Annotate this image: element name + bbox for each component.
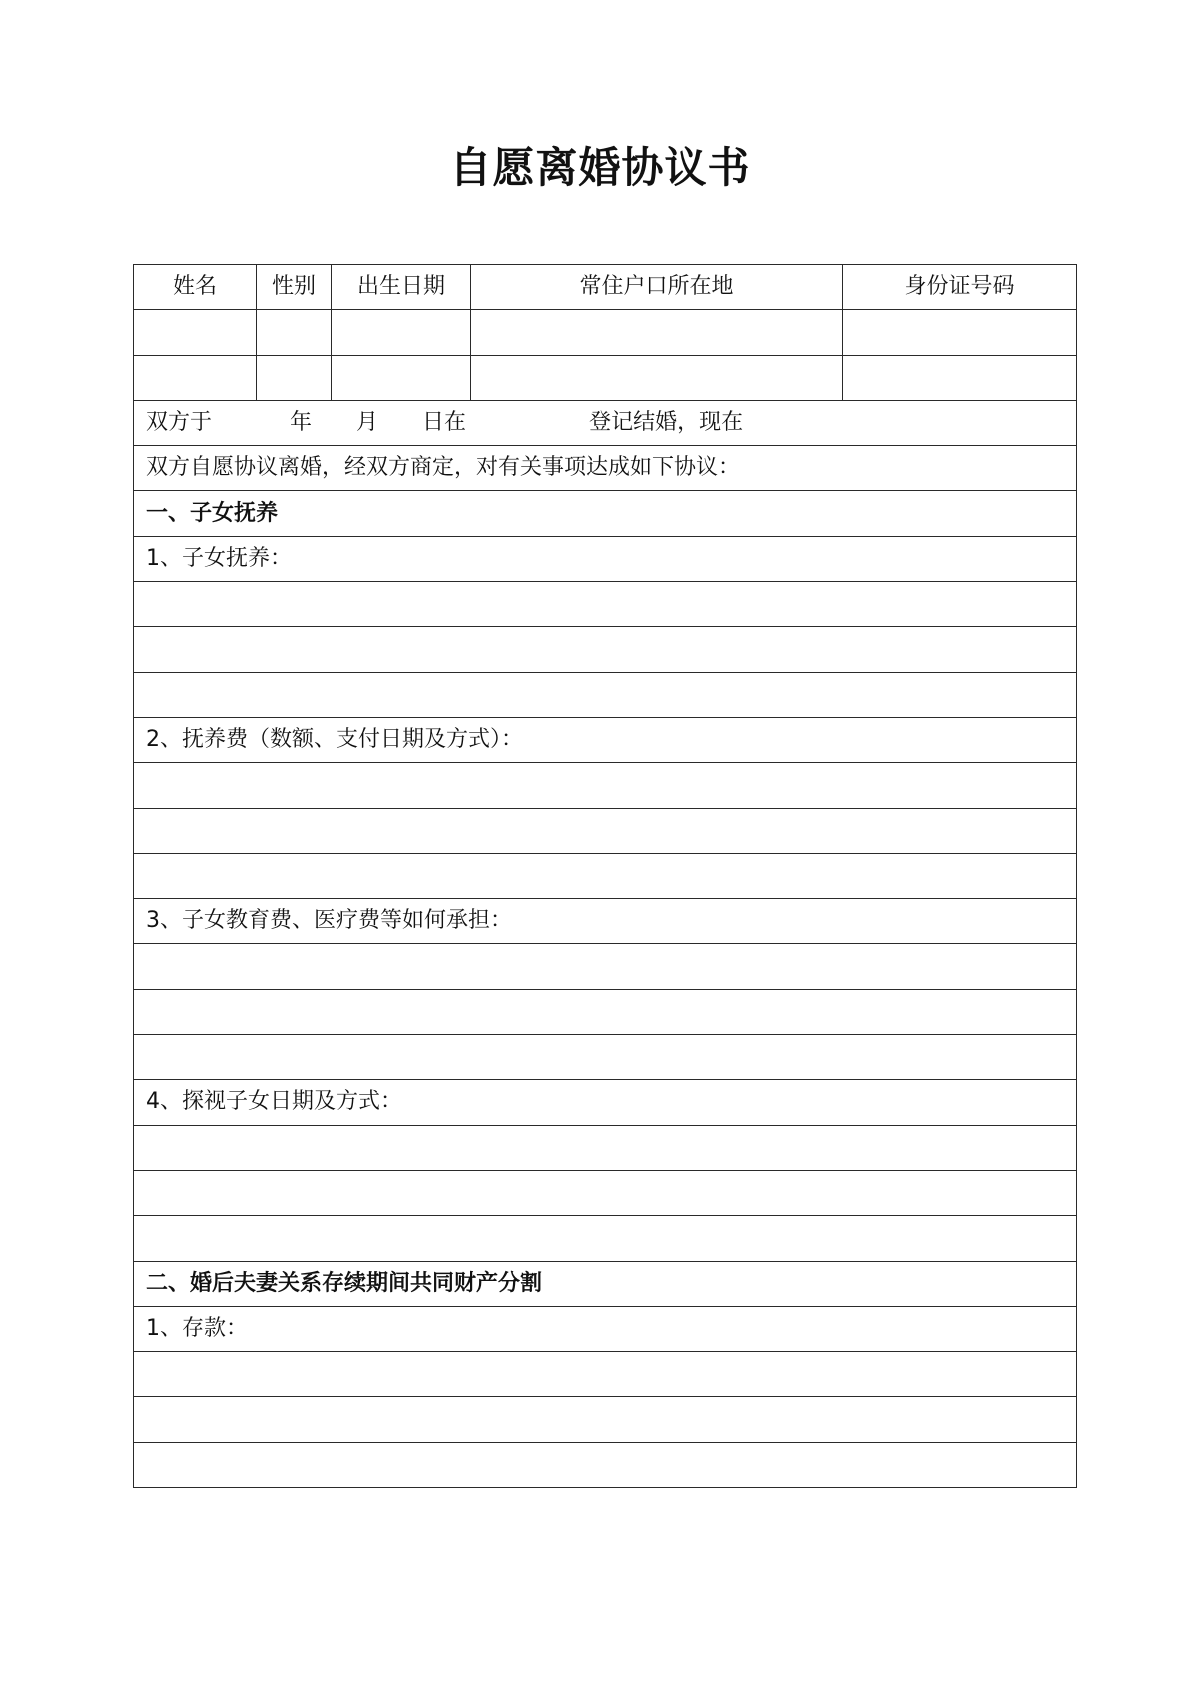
blank-line[interactable]	[134, 1397, 1077, 1442]
blank-line[interactable]	[134, 627, 1077, 672]
party2-birth-cell[interactable]	[332, 355, 471, 400]
blank-row	[134, 1442, 1077, 1487]
header-row	[134, 265, 1077, 310]
blank-row	[134, 763, 1077, 808]
blank-row	[134, 1170, 1077, 1215]
item-child-support-fee: 2、抚养费（数额、支付日期及方式）：	[134, 717, 1077, 762]
blank-line[interactable]	[134, 672, 1077, 717]
party-row-1	[134, 310, 1077, 355]
blank-line[interactable]	[134, 582, 1077, 627]
blank-row	[134, 1397, 1077, 1442]
agreement-form-table	[133, 264, 1077, 1488]
marriage-month-label: 月	[356, 410, 379, 436]
section-row	[134, 1261, 1077, 1306]
blank-row	[134, 1125, 1077, 1170]
item-row	[134, 1306, 1077, 1351]
party1-gender-cell[interactable]	[257, 310, 332, 355]
header-name: 姓名	[134, 265, 257, 310]
document-title: 自愿离婚协议书	[449, 143, 751, 192]
party1-name-cell[interactable]	[134, 310, 257, 355]
header-birth-date: 出生日期	[332, 265, 471, 310]
blank-line[interactable]	[134, 1125, 1077, 1170]
blank-line[interactable]	[134, 1170, 1077, 1215]
party2-gender-cell[interactable]	[257, 355, 332, 400]
item-deposits: 1、存款：	[134, 1306, 1077, 1351]
item-row	[134, 899, 1077, 944]
blank-line[interactable]	[134, 1352, 1077, 1397]
blank-row	[134, 1352, 1077, 1397]
blank-row	[134, 672, 1077, 717]
header-gender: 性别	[257, 265, 332, 310]
party2-name-cell[interactable]	[134, 355, 257, 400]
blank-row	[134, 808, 1077, 853]
section-row	[134, 491, 1077, 536]
blank-line[interactable]	[134, 944, 1077, 989]
blank-row	[134, 989, 1077, 1034]
party2-id-cell[interactable]	[843, 355, 1077, 400]
agreement-intro-text: 双方自愿协议离婚，经双方商定，对有关事项达成如下协议：	[134, 446, 1077, 491]
blank-row	[134, 1216, 1077, 1261]
blank-line[interactable]	[134, 1216, 1077, 1261]
party1-residence-cell[interactable]	[471, 310, 843, 355]
header-residence: 常住户口所在地	[471, 265, 843, 310]
blank-line[interactable]	[134, 1035, 1077, 1080]
item-child-custody: 1、子女抚养：	[134, 536, 1077, 581]
section-heading-child-support: 一、子女抚养	[134, 491, 1077, 536]
blank-row	[134, 582, 1077, 627]
header-id-number: 身份证号码	[843, 265, 1077, 310]
item-row	[134, 536, 1077, 581]
marriage-date-line[interactable]	[134, 400, 1077, 445]
marriage-date-row	[134, 400, 1077, 445]
marriage-prefix: 双方于	[146, 410, 213, 436]
section-heading-property: 二、婚后夫妻关系存续期间共同财产分割	[134, 1261, 1077, 1306]
party2-residence-cell[interactable]	[471, 355, 843, 400]
agreement-intro-row	[134, 446, 1077, 491]
marriage-year-label: 年	[290, 410, 313, 436]
blank-row	[134, 627, 1077, 672]
party1-birth-cell[interactable]	[332, 310, 471, 355]
blank-line[interactable]	[134, 808, 1077, 853]
blank-row	[134, 944, 1077, 989]
marriage-registered-label: 登记结婚，现在	[589, 410, 744, 436]
blank-line[interactable]	[134, 1442, 1077, 1487]
blank-row	[134, 853, 1077, 898]
item-row	[134, 717, 1077, 762]
item-visitation: 4、探视子女日期及方式：	[134, 1080, 1077, 1125]
party1-id-cell[interactable]	[843, 310, 1077, 355]
party-row-2	[134, 355, 1077, 400]
blank-line[interactable]	[134, 989, 1077, 1034]
marriage-day-label: 日在	[422, 410, 467, 436]
item-education-medical: 3、子女教育费、医疗费等如何承担：	[134, 899, 1077, 944]
item-row	[134, 1080, 1077, 1125]
blank-line[interactable]	[134, 853, 1077, 898]
blank-line[interactable]	[134, 763, 1077, 808]
blank-row	[134, 1035, 1077, 1080]
